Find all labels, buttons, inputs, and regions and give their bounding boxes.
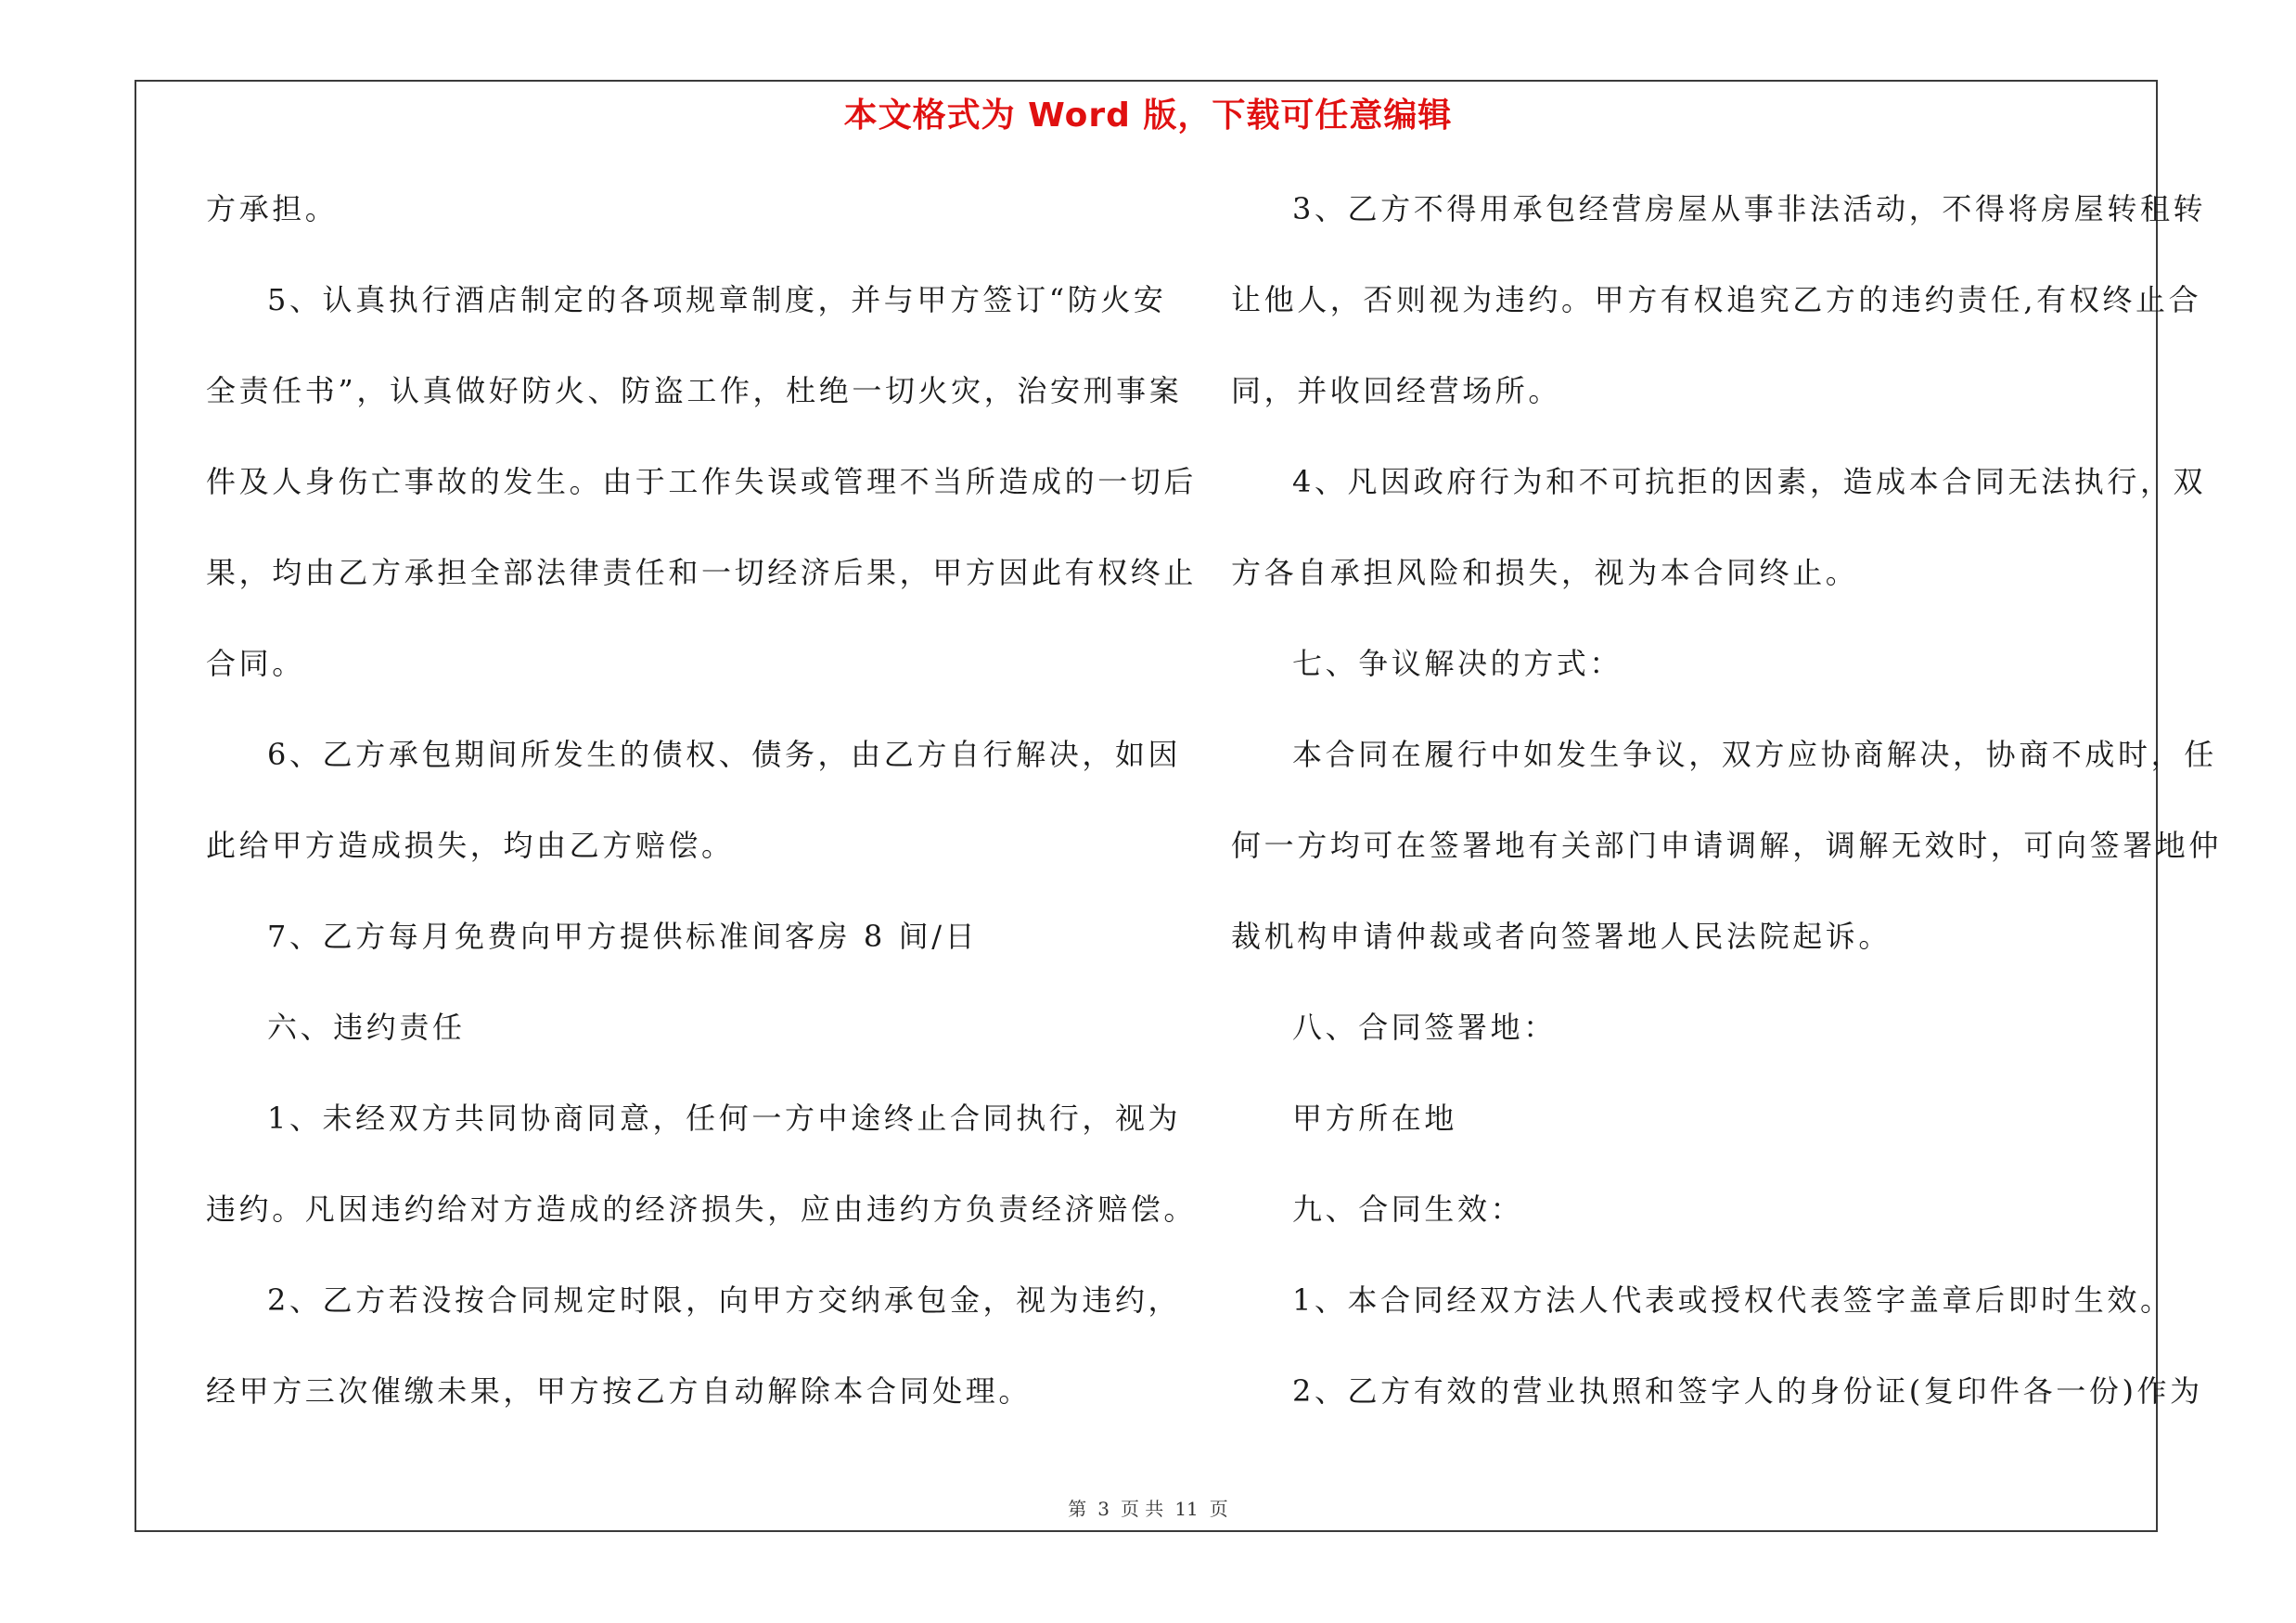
text-line: 裁机构申请仲裁或者向签署地人民法院起诉。 — [1231, 919, 1892, 954]
text-line: 甲方所在地 — [1292, 1101, 1458, 1136]
text-line: 4、凡因政府行为和不可抗拒的因素，造成本合同无法执行，双 — [1292, 464, 2207, 499]
text-line: 经甲方三次催缴未果，甲方按乙方自动解除本合同处理。 — [206, 1373, 1033, 1409]
text-line: 八、合同签署地： — [1292, 1010, 1557, 1045]
footer-middle: 页 共 — [1120, 1498, 1164, 1520]
text-line: 3、乙方不得用承包经营房屋从事非法活动，不得将房屋转租转 — [1292, 191, 2207, 226]
text-line: 2、乙方若没按合同规定时限，向甲方交纳承包金，视为违约， — [267, 1282, 1182, 1318]
text-line: 九、合同生效： — [1292, 1191, 1524, 1227]
footer-total-pages: 11 — [1174, 1498, 1199, 1520]
text-line: 6、乙方承包期间所发生的债权、债务，由乙方自行解决，如因 — [267, 737, 1182, 772]
left-column — [206, 186, 1198, 1459]
text-line: 全责任书”，认真做好防火、防盗工作，杜绝一切火灾，治安刑事案 — [206, 373, 1183, 408]
text-line: 方各自承担风险和损失，视为本合同终止。 — [1231, 555, 1859, 590]
footer-prefix: 第 — [1068, 1498, 1087, 1520]
text-line: 何一方均可在签署地有关部门申请调解，调解无效时，可向签署地仲 — [1231, 828, 2223, 863]
text-line: 2、乙方有效的营业执照和签字人的身份证(复印件各一份)作为 — [1292, 1373, 2203, 1409]
text-line: 1、本合同经双方法人代表或授权代表签字盖章后即时生效。 — [1292, 1282, 2174, 1318]
page-footer — [0, 1494, 2296, 1521]
footer-page-number: 3 — [1097, 1498, 1110, 1520]
text-line: 本合同在履行中如发生争议，双方应协商解决，协商不成时，任 — [1292, 737, 2217, 772]
text-line: 果，均由乙方承担全部法律责任和一切经济后果，甲方因此有权终止 — [206, 555, 1198, 590]
text-line: 同，并收回经营场所。 — [1231, 373, 1562, 408]
text-line: 5、认真执行酒店制定的各项规章制度，并与甲方签订“防火安 — [267, 282, 1167, 317]
text-line: 让他人，否则视为违约。甲方有权追究乙方的违约责任,有权终止合 — [1231, 282, 2202, 317]
text-line: 违约。凡因违约给对方造成的经济损失，应由违约方负责经济赔偿。 — [206, 1191, 1198, 1227]
text-line: 七、争议解决的方式： — [1292, 646, 1623, 681]
word-format-banner: 本文格式为 Word 版，下载可任意编辑 — [843, 97, 1453, 135]
right-column — [1231, 186, 2223, 1459]
text-line: 1、未经双方共同协商同意，任何一方中途终止合同执行，视为 — [267, 1101, 1182, 1136]
text-line: 六、违约责任 — [267, 1010, 466, 1045]
text-line: 方承担。 — [206, 191, 339, 226]
footer-suffix: 页 — [1209, 1498, 1228, 1520]
text-line: 合同。 — [206, 646, 305, 681]
text-line: 件及人身伤亡事故的发生。由于工作失误或管理不当所造成的一切后 — [206, 464, 1198, 499]
text-line: 7、乙方每月免费向甲方提供标准间客房 8 间/日 — [267, 919, 979, 954]
text-line: 此给甲方造成损失，均由乙方赔偿。 — [206, 828, 735, 863]
